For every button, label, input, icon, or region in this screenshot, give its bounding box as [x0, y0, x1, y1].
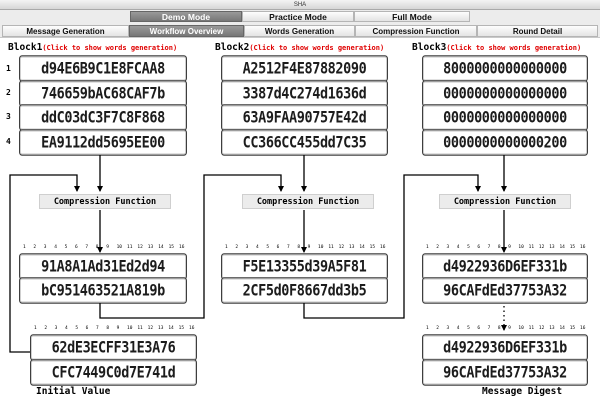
index-label: 5 [64, 245, 68, 250]
index-label: 4 [256, 245, 259, 250]
initial-value-word-1: 62dE3ECFF31E3A76 [30, 334, 197, 360]
block2-word-1[interactable]: A2512F4E87882090 [221, 55, 388, 81]
index-label: 15 [569, 245, 576, 250]
row-number-1: 1 [6, 64, 11, 73]
index-label: 3 [43, 245, 47, 250]
index-label: 4 [456, 326, 460, 331]
line-initial-value-to-cf1 [10, 175, 77, 352]
message-digest-label: Message Digest [482, 386, 563, 397]
index-label: 4 [65, 326, 68, 331]
index-label: 1 [426, 245, 429, 250]
index-label: 1 [225, 245, 228, 250]
index-label: 11 [528, 326, 535, 331]
initial-value-label: Initial Value [36, 386, 111, 397]
index-label: 2 [44, 326, 48, 331]
index-label: 9 [508, 326, 511, 331]
practice-mode-button[interactable]: Practice Mode [242, 11, 354, 22]
block3-word-3[interactable]: 0000000000000000 [422, 104, 588, 130]
line-output2-to-cf3 [304, 175, 481, 318]
block3-output-word-1: d4922936D6EF331b [422, 253, 588, 279]
index-label: 10 [318, 245, 324, 250]
index-label: 2 [436, 326, 439, 331]
index-label: 11 [127, 245, 133, 250]
index-label: 8 [297, 245, 301, 250]
index-label: 9 [106, 245, 109, 250]
index-label: 12 [338, 245, 345, 250]
index-label: 2 [436, 245, 439, 250]
message-digest-word-2: 96CAFdEd37753A32 [422, 359, 588, 385]
index-label: 13 [349, 245, 355, 250]
tab-round-detail[interactable]: Round Detail [477, 25, 598, 37]
initial-value-word-2: CFC7449C0d7E741d [30, 359, 197, 385]
index-label: 8 [497, 245, 501, 250]
index-label: 11 [528, 245, 535, 250]
index-label: 16 [580, 326, 586, 331]
index-label: 14 [168, 326, 174, 331]
index-label: 2 [33, 245, 37, 250]
index-label: 10 [127, 326, 133, 331]
index-label: 3 [446, 326, 450, 331]
tab-workflow-overview[interactable]: Workflow Overview [129, 25, 244, 37]
block1-output-word-2: bC951463521A819b [19, 277, 187, 303]
index-label: 6 [75, 245, 78, 250]
index-label: 6 [477, 245, 481, 250]
index-label: 11 [137, 326, 143, 331]
compression-function-box-1[interactable]: Compression Function [39, 194, 171, 209]
index-label: 5 [75, 326, 79, 331]
index-label: 7 [96, 326, 99, 331]
index-label: 4 [456, 245, 460, 250]
block2-output-word-1: F5E13355d39A5F81 [221, 253, 388, 279]
index-label: 8 [106, 326, 110, 331]
block3-word-4[interactable]: 0000000000000200 [422, 129, 588, 155]
block1-word-1[interactable]: d94E6B9C1E8FCAA8 [19, 55, 187, 81]
index-label: 14 [359, 245, 365, 250]
index-label: 13 [158, 326, 164, 331]
row-number-2: 2 [6, 88, 11, 97]
index-label: 9 [307, 245, 311, 250]
index-label: 16 [580, 245, 586, 250]
index-label: 13 [147, 245, 154, 250]
message-digest-word-1: d4922936D6EF331b [422, 334, 588, 360]
window-titlebar: SHA [0, 0, 600, 10]
index-label: 10 [518, 245, 524, 250]
index-label: 14 [559, 245, 565, 250]
index-label: 6 [85, 326, 89, 331]
block2-word-3[interactable]: 63A9FAA90757E42d [221, 104, 388, 130]
index-label: 12 [538, 326, 545, 331]
row-number-4: 4 [6, 137, 11, 146]
index-label: 15 [168, 245, 175, 250]
block1-word-3[interactable]: ddC03dC3F7C8F868 [19, 104, 187, 130]
block1-label: Block1 [8, 42, 43, 53]
block2-word-2[interactable]: 3387d4C274d1636d [221, 80, 388, 106]
index-label: 7 [487, 245, 491, 250]
index-label: 1 [426, 326, 429, 331]
tab-words-generation[interactable]: Words Generation [244, 25, 355, 37]
index-label: 15 [569, 326, 576, 331]
index-label: 3 [446, 245, 450, 250]
index-label: 13 [549, 245, 555, 250]
index-label: 1 [23, 245, 26, 250]
index-label: 7 [487, 326, 491, 331]
index-label: 6 [477, 326, 481, 331]
tab-message-generation[interactable]: Message Generation [2, 25, 129, 37]
index-label: 12 [538, 245, 545, 250]
index-label: 16 [189, 326, 195, 331]
index-label: 9 [508, 245, 511, 250]
block1-word-4[interactable]: EA9112dd5695EE00 [19, 129, 187, 155]
block3-label: Block3 [412, 42, 447, 53]
block2-word-4[interactable]: CC366CC455dd7C35 [221, 129, 388, 155]
block2-hint-link[interactable]: (Click to show words generation) [249, 44, 385, 52]
block2-label: Block2 [215, 42, 250, 53]
index-label: 14 [559, 326, 565, 331]
block3-word-1[interactable]: 8000000000000000 [422, 55, 588, 81]
index-label: 8 [95, 245, 99, 250]
index-label: 15 [369, 245, 376, 250]
index-label: 12 [147, 326, 154, 331]
tab-compression-function[interactable]: Compression Function [355, 25, 477, 37]
block1-word-2[interactable]: 746659bAC68CAF7b [19, 80, 187, 106]
index-label: 8 [497, 326, 501, 331]
index-label: 9 [116, 326, 120, 331]
line-output1-to-cf2 [100, 175, 281, 318]
index-label: 16 [380, 245, 386, 250]
block1-hint-link[interactable]: (Click to show words generation) [42, 44, 178, 52]
index-label: 11 [328, 245, 334, 250]
index-label: 3 [54, 326, 58, 331]
block1-output-word-1: 91A8A1Ad31Ed2d94 [19, 253, 187, 279]
compression-function-box-3[interactable]: Compression Function [439, 194, 571, 209]
compression-function-box-2[interactable]: Compression Function [242, 194, 374, 209]
row-number-3: 3 [6, 112, 11, 121]
index-label: 5 [266, 245, 270, 250]
index-label: 7 [287, 245, 290, 250]
index-label: 3 [245, 245, 249, 250]
index-label: 6 [276, 245, 280, 250]
index-label: 1 [34, 326, 37, 331]
full-mode-button[interactable]: Full Mode [354, 11, 470, 22]
index-label: 16 [179, 245, 185, 250]
index-label: 5 [467, 326, 470, 331]
block3-word-2[interactable]: 0000000000000000 [422, 80, 588, 106]
block3-output-word-2: 96CAFdEd37753A32 [422, 277, 588, 303]
index-label: 2 [235, 245, 239, 250]
demo-mode-button[interactable]: Demo Mode [130, 11, 242, 22]
index-label: 10 [116, 245, 123, 250]
block2-output-word-2: 2CF5d0F8667dd3b5 [221, 277, 388, 303]
index-label: 7 [85, 245, 89, 250]
index-label: 13 [549, 326, 555, 331]
block3-hint-link[interactable]: (Click to show words generation) [446, 44, 582, 52]
index-label: 12 [137, 245, 143, 250]
index-label: 14 [158, 245, 164, 250]
index-label: 15 [178, 326, 185, 331]
index-label: 4 [54, 245, 57, 250]
index-label: 5 [467, 245, 470, 250]
index-label: 10 [518, 326, 524, 331]
